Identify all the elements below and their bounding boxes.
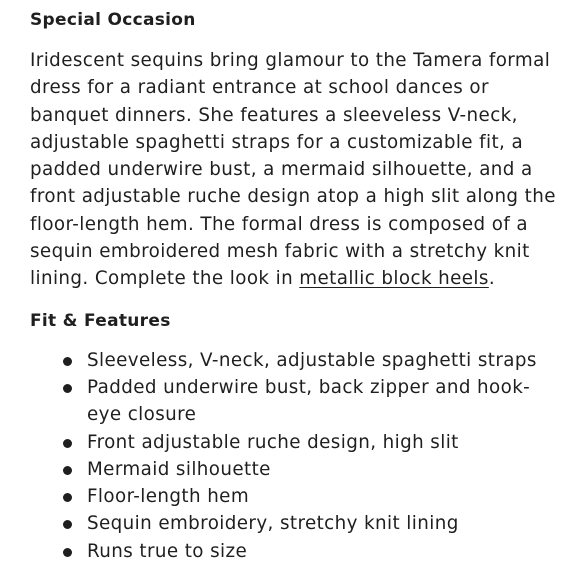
description-end: . — [488, 268, 496, 290]
feature-text: Floor-length hem — [87, 486, 250, 508]
product-description — [30, 47, 560, 293]
bullet-icon — [63, 466, 72, 475]
bullet-icon — [63, 520, 72, 529]
feature-text: Mermaid silhouette — [87, 458, 271, 480]
fit-features-heading: Fit & Features — [30, 310, 171, 331]
feature-text: Sequin embroidery, stretchy knit lining — [87, 513, 459, 535]
metallic-block-heels-link[interactable]: metallic block heels — [299, 268, 489, 290]
bullet-icon — [63, 384, 72, 393]
feature-item — [30, 483, 560, 510]
feature-text: Front adjustable ruche design, high slit — [87, 431, 459, 453]
description-text: Iridescent sequins bring glamour to the Tamera formal dress for a radiant entrance at school dances or banquet dinners. She features a sleeveless V-neck, adjustable spaghetti straps for a customizable fit, a padded underwire bust, a mermaid silhouette, and a front adjustable ruche design atop a high slit along the floor-length hem. The formal dress is composed of a sequin embroidered mesh fabric with a stretchy knit lining. Complete the look in — [30, 50, 556, 290]
feature-item — [30, 456, 560, 483]
bullet-icon — [63, 493, 72, 502]
feature-item — [30, 374, 560, 429]
features-list — [30, 347, 560, 565]
feature-item — [30, 429, 560, 456]
feature-item — [30, 347, 560, 374]
feature-text: Padded underwire bust, back zipper and hook-eye closure — [87, 376, 531, 426]
occasion-heading: Special Occasion — [30, 10, 196, 30]
feature-item — [30, 510, 560, 537]
bullet-icon — [63, 439, 72, 448]
bullet-icon — [63, 357, 72, 366]
feature-text: Sleeveless, V-neck, adjustable spaghetti straps — [87, 349, 537, 371]
feature-item — [30, 538, 560, 565]
bullet-icon — [63, 548, 72, 557]
feature-text: Runs true to size — [87, 540, 248, 562]
